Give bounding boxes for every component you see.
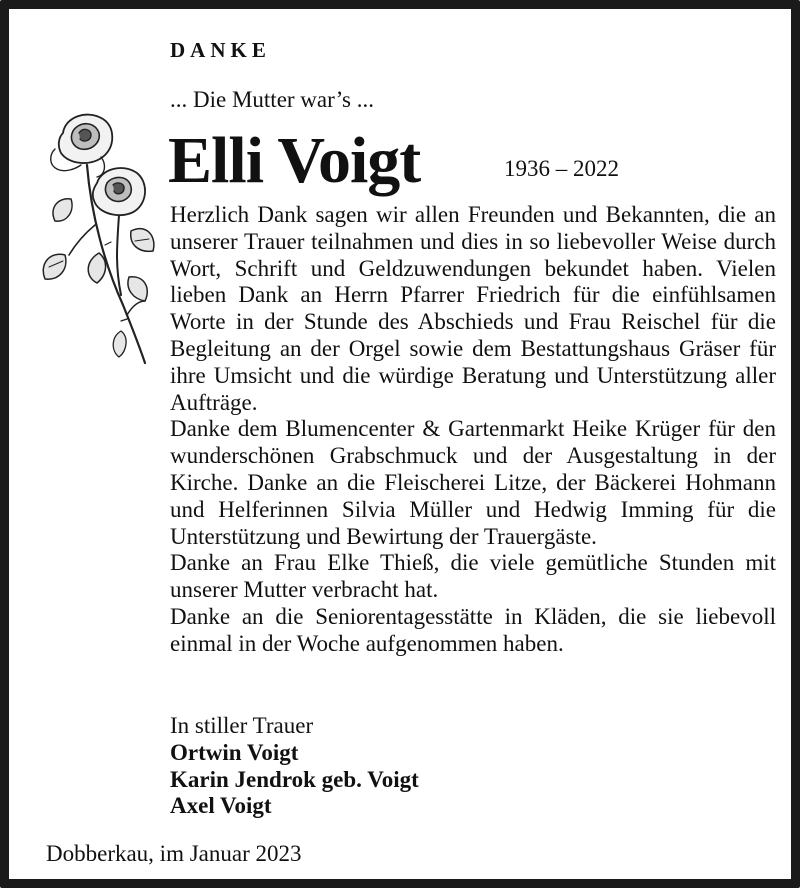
rose-icon bbox=[35, 105, 157, 367]
closing-label: In stiller Trauer bbox=[170, 713, 314, 738]
heading: DANKE bbox=[170, 38, 271, 62]
location-date: Dobberkau, im Januar 2023 bbox=[46, 841, 302, 866]
signer-name: Karin Jendrok geb. Voigt bbox=[170, 766, 419, 792]
signature-block bbox=[170, 713, 419, 820]
paragraph: Danke dem Blumencenter & Gartenmarkt Heike Krüger für den wunderschönen Grabschmuck und der Ausgestaltung in der Kirche. Danke an die Fleischerei Litze, der Bäckerei Hohmann und Helferinnen Silvia Müller und Hedwig Imming für die Unterstützung und Bewirtung der Trauergäste. bbox=[170, 416, 776, 549]
paragraph: Herzlich Dank sagen wir allen Freunden und Bekannten, die an unserer Trauer teilnahmen und dies in so liebevoller Weise durch Wort, Schrift und Geldzuwendungen bekundet haben. Vielen lieben Dank an Herrn Pfarrer Friedrich für die einfühlsamen Worte in der Stunde des Abschieds und Frau Reischel für die Begleitung an der Orgel sowie dem Bestattungshaus Gräser für ihre Umsicht und die würdige Beratung und Unterstützung aller Aufträge. bbox=[170, 202, 776, 415]
signer-name: Axel Voigt bbox=[170, 793, 272, 819]
paragraph: Danke an Frau Elke Thieß, die viele gemütliche Stunden mit unserer Mutter verbracht hat. bbox=[170, 550, 776, 603]
deceased-name: Elli Voigt bbox=[168, 124, 421, 197]
signer-name: Ortwin Voigt bbox=[170, 739, 299, 765]
life-years: 1936 – 2022 bbox=[504, 156, 619, 181]
paragraph: Danke an die Seniorentagesstätte in Kläden, die sie liebevoll einmal in der Woche aufgenommen haben. bbox=[170, 603, 776, 656]
thank-you-text bbox=[170, 202, 776, 658]
subtitle: ... Die Mutter war’s ... bbox=[170, 87, 374, 112]
